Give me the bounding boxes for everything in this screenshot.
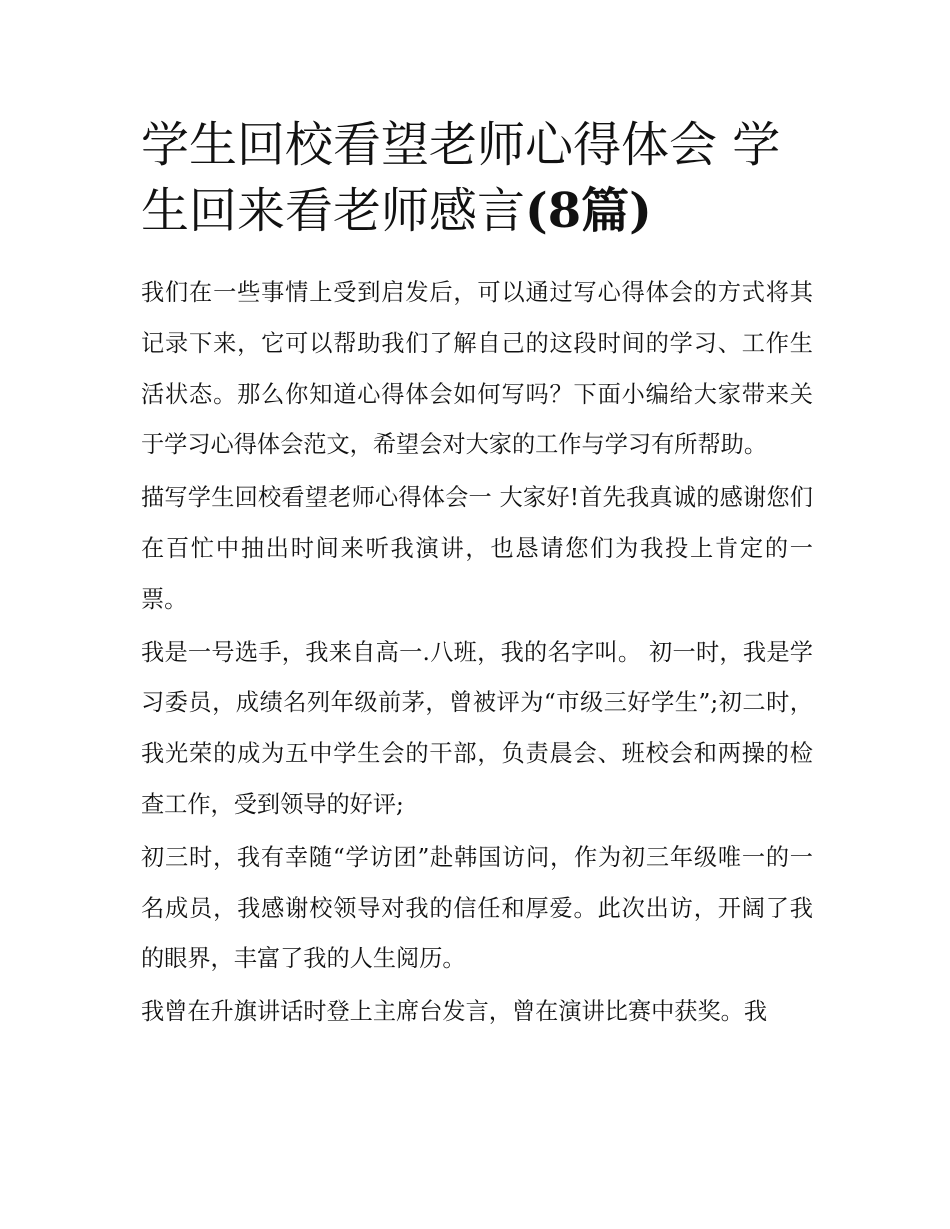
paragraph-4: 我曾在升旗讲话时登上主席台发言，曾在演讲比赛中获奖。我 [141, 998, 768, 1026]
document-page [141, 112, 813, 1040]
document-title [141, 112, 813, 244]
title-main: 学生回校看望老师心得体会 学生回来看老师感言 [141, 117, 781, 239]
paragraph-2: 我是一号选手，我来自高一.八班，我的名字叫。 初一时，我是学习委员，成绩名列年级前茅，曾被评为“市级三好学生”;初二时，我光荣的成为五中学生会的干部，负责晨会、班校会和两操的检查工作，受到领导的好评; [141, 638, 813, 818]
paragraph-intro: 我们在一些事情上受到启发后，可以通过写心得体会的方式将其记录下来，它可以帮助我们了解自己的这段时间的学习、工作生活状态。那么你知道心得体会如何写吗？下面小编给大家带来关于学习心得体会范文，希望会对大家的工作与学习有所帮助。 [141, 279, 813, 459]
title-suffix: (8篇) [525, 183, 652, 239]
paragraph-3: 初三时，我有幸随“学访团”赴韩国访问，作为初三年级唯一的一名成员，我感谢校领导对我的信任和厚爱。此次出访，开阔了我的眼界，丰富了我的人生阅历。 [141, 843, 813, 973]
document-body [141, 268, 813, 1038]
paragraph-1: 描写学生回校看望老师心得体会一 大家好!首先我真诚的感谢您们在百忙中抽出时间来听我演讲，也恳请您们为我投上肯定的一票。 [141, 484, 813, 613]
